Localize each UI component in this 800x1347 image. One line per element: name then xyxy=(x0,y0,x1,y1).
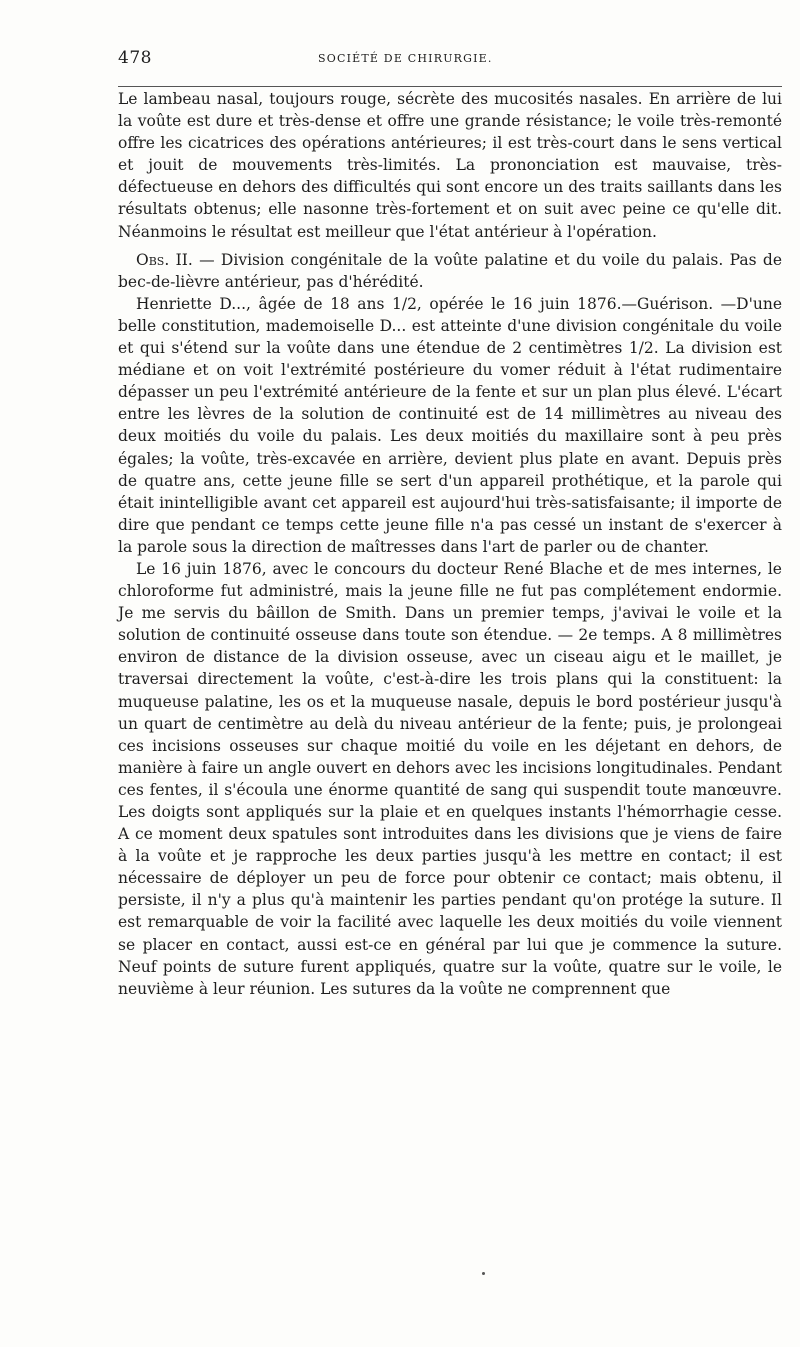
paragraph-case-history: Henriette D..., âgée de 18 ans 1/2, opérée le 16 juin 1876.—Guérison. —D'une belle constitution, mademoiselle D... est atteinte d'une division congénitale du voile et qui s'étend sur la voûte dans une étendue de 2 centimètres 1/2. La division est médiane et on voit l'extrémité postérieure du vomer réduit à l'état rudimentaire dépasser un peu l'extrémité antérieure de la fente et sur un plan plus élevé. L'écart entre les lèvres de la solution de continuité est de 14 millimètres au niveau des deux moitiés du voile du palais. Les deux moitiés du maxillaire sont à peu près égales; la voûte, très-excavée en arrière, devient plus plate en avant. Depuis près de quatre ans, cette jeune fille se sert d'un appareil prothétique, et la parole qui était inintelligible avant cet appareil est aujourd'hui très-satisfaisante; il importe de dire que pendant ce temps cette jeune fille n'a pas cessé un instant de s'exercer à la parole sous la direction de maîtresses dans l'art de parler ou de chanter. xyxy=(118,294,782,556)
body-text xyxy=(118,88,782,1000)
paragraph-observation-heading xyxy=(118,249,782,293)
observation-title: — Division congénitale de la voûte palatine et du voile du palais. Pas de bec-de-lièvre antérieur, pas d'hérédité. xyxy=(118,250,782,291)
header-rule xyxy=(118,86,782,87)
paragraph-operation: Le 16 juin 1876, avec le concours du docteur René Blache et de mes internes, le chloroforme fut administré, mais la jeune fille ne fut pas complétement endormie. Je me servis du bâillon de Smith. Dans un premier temps, j'avivai le voile et la solution de continuité osseuse dans toute son étendue. — 2e temps. A 8 millimètres environ de distance de la division osseuse, avec un ciseau aigu et le maillet, je traversai directement la voûte, c'est-à-dire les trois plans qui la constituent: la muqueuse palatine, les os et la muqueuse nasale, depuis le bord postérieur jusqu'à un quart de centimètre au delà du niveau antérieur de la fente; puis, je prolongeai ces incisions osseuses sur chaque moitié du voile en les déjetant en dehors, de manière à faire un angle ouvert en dehors avec les incisions longitudinales. Pendant ces fentes, il s'écoula une énorme quantité de sang qui suspendit toute manœuvre. Les doigts sont appliqués sur la plaie et en quelques instants l'hémorrhagie cesse. A ce moment deux spatules sont introduites dans les divisions que je viens de faire à la voûte et je rapproche les deux parties jusqu'à les mettre en contact; il est nécessaire de déployer un peu de force pour obtenir ce contact; mais obtenu, il persiste, il n'y a plus qu'à maintenir les parties pendant qu'on protége la suture. Il est remarquable de voir la facilité avec laquelle les deux moitiés du voile viennent se placer en contact, aussi est-ce en général par lui que je commence la suture. Neuf points de suture furent appliqués, quatre sur la voûte, quatre sur le voile, le neuvième à leur réunion. Les sutures da la voûte ne comprennent que xyxy=(118,559,783,998)
page-number: 478 xyxy=(118,48,152,68)
print-speck xyxy=(482,1272,485,1275)
observation-label: Obs. II. xyxy=(136,250,193,269)
page-header xyxy=(118,48,790,78)
running-head: SOCIÉTÉ DE CHIRURGIE. xyxy=(318,52,493,65)
paragraph-lambeau-nasal: Le lambeau nasal, toujours rouge, sécrète des mucosités nasales. En arrière de lui la voûte est dure et très-dense et offre une grande résistance; le voile très-remonté offre les cicatrices des opérations antérieures; il est très-court dans le sens vertical et jouit de mouvements très-limités. La prononciation est mauvaise, très-défectueuse en dehors des difficultés qui sont encore un des traits saillants dans les résultats obtenus; elle nasonne très-fortement et on suit avec peine ce qu'elle dit. Néanmoins le résultat est meilleur que l'état antérieur à l'opération. xyxy=(118,90,782,241)
